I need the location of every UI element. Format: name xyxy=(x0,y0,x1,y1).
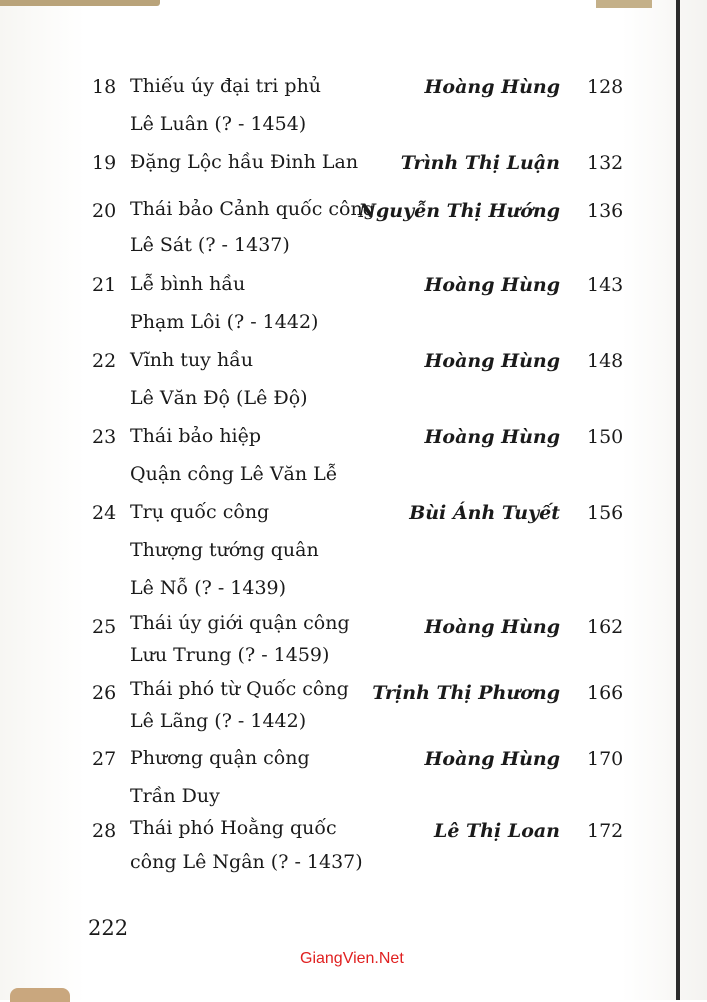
entry-page: 156 xyxy=(587,502,624,524)
entry-page: 128 xyxy=(587,76,624,98)
entry-page: 166 xyxy=(587,682,624,704)
entry-title-line: Lê Văn Độ (Lê Độ) xyxy=(130,387,308,409)
entry-title-line: Lê Luân (? - 1454) xyxy=(130,113,307,135)
entry-number: 18 xyxy=(92,76,117,98)
entry-title xyxy=(130,143,358,181)
entry-title xyxy=(130,417,337,493)
entry-title xyxy=(130,811,363,879)
entry-page: 162 xyxy=(587,616,624,638)
entry-title-line: Lê Lãng (? - 1442) xyxy=(130,710,307,732)
entry-title xyxy=(130,493,319,607)
entry-page: 172 xyxy=(587,820,624,842)
entry-number: 24 xyxy=(92,502,117,524)
entry-page: 132 xyxy=(587,152,624,174)
entry-title-line: Thượng tướng quân xyxy=(130,539,319,561)
entry-number: 21 xyxy=(92,274,117,296)
entry-author: Trình Thị Luận xyxy=(400,152,560,174)
entry-number: 19 xyxy=(92,152,117,174)
page-edge-tab-right xyxy=(596,0,652,8)
entry-author: Trịnh Thị Phương xyxy=(372,682,560,704)
entry-title xyxy=(130,265,318,341)
entry-author: Hoàng Hùng xyxy=(424,426,560,448)
entry-title xyxy=(130,67,321,143)
entry-title-line: Thái phó từ Quốc công xyxy=(130,678,349,700)
entry-author: Hoàng Hùng xyxy=(424,274,560,296)
page-edge-line xyxy=(676,0,680,1000)
entry-author: Hoàng Hùng xyxy=(424,616,560,638)
entry-author: Hoàng Hùng xyxy=(424,76,560,98)
entry-page: 136 xyxy=(587,200,624,222)
entry-author: Nguyễn Thị Hướng xyxy=(358,200,560,222)
watermark: GiangVien.Net xyxy=(300,950,404,967)
entry-number: 27 xyxy=(92,748,117,770)
entry-title-line: Thái phó Hoằng quốc xyxy=(130,817,337,839)
entry-title-line: Trụ quốc công xyxy=(130,501,270,523)
entry-title-line: Thái bảo hiệp xyxy=(130,425,262,447)
entry-number: 26 xyxy=(92,682,117,704)
entry-page: 150 xyxy=(587,426,624,448)
entry-page: 143 xyxy=(587,274,624,296)
entry-title-line: Phạm Lôi (? - 1442) xyxy=(130,311,319,333)
entry-title xyxy=(130,739,310,815)
entry-page: 148 xyxy=(587,350,624,372)
entry-title-line: Lễ bình hầu xyxy=(130,273,246,295)
entry-number: 22 xyxy=(92,350,117,372)
page-number: 222 xyxy=(88,916,129,940)
page-edge-tab-left xyxy=(0,0,160,6)
entry-title-line: Thái úy giới quận công xyxy=(130,612,350,634)
entry-title-line: Thiếu úy đại tri phủ xyxy=(130,75,322,97)
entry-number: 20 xyxy=(92,200,117,222)
entry-author: Bùi Ánh Tuyết xyxy=(409,502,560,524)
entry-title xyxy=(130,191,375,263)
entry-title-line: Lưu Trung (? - 1459) xyxy=(130,644,330,666)
entry-title-line: Đặng Lộc hầu Đinh Lan xyxy=(130,151,359,173)
entry-title-line: Lê Nỗ (? - 1439) xyxy=(130,577,287,599)
entry-title xyxy=(130,607,350,671)
entry-title xyxy=(130,341,308,417)
entry-title xyxy=(130,673,349,737)
entry-title-line: Vĩnh tuy hầu xyxy=(130,349,254,371)
entry-title-line: Lê Sát (? - 1437) xyxy=(130,234,290,256)
entry-number: 25 xyxy=(92,616,117,638)
entry-author: Lê Thị Loan xyxy=(433,820,560,842)
entry-author: Hoàng Hùng xyxy=(424,350,560,372)
entry-author: Hoàng Hùng xyxy=(424,748,560,770)
entry-title-line: Quận công Lê Văn Lễ xyxy=(130,463,338,485)
entry-number: 28 xyxy=(92,820,117,842)
entry-title-line: công Lê Ngân (? - 1437) xyxy=(130,851,363,873)
entry-page: 170 xyxy=(587,748,624,770)
entry-title-line: Thái bảo Cảnh quốc công xyxy=(130,198,375,220)
entry-title-line: Phương quận công xyxy=(130,747,310,769)
entry-number: 23 xyxy=(92,426,117,448)
entry-title-line: Trần Duy xyxy=(130,785,220,807)
